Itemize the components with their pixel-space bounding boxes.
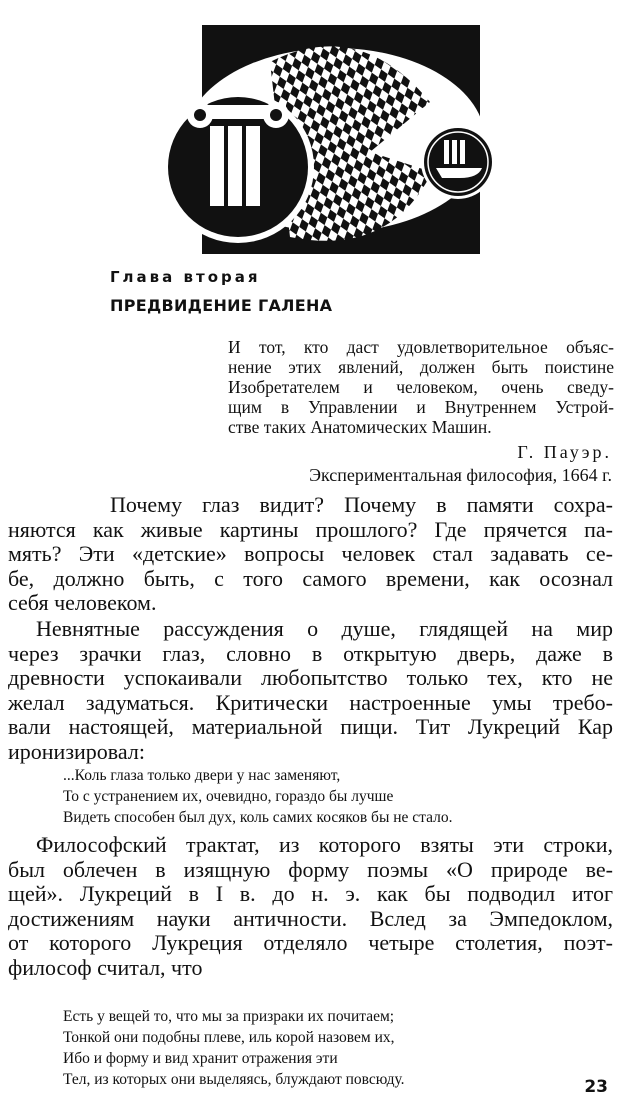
chapter-illustration — [160, 22, 500, 254]
poem-line: Тонкой они подобны плеве, иль корой назовем их, — [63, 1029, 395, 1046]
text-line: древности успокаивали любопытство только тех, кто не — [8, 665, 613, 690]
poem-line: Видеть способен был дух, коль самих косяков бы не стало. — [63, 809, 453, 826]
epigraph-line: щим в Управлении и Внутреннем Устрой- — [228, 397, 614, 417]
column-capital-icon — [162, 91, 314, 243]
poem-quote — [63, 1006, 405, 1090]
poem-line: Есть у вещей то, что мы за призраки их почитаем; — [63, 1008, 395, 1025]
text-line: мять? Эти «детские» вопросы человек стал задавать се- — [8, 541, 613, 566]
epigraph-line: Изобретателем и человеком, очень сведу- — [228, 377, 614, 397]
ship-emblem-icon — [421, 125, 495, 199]
text-line: щей». Лукреций в I в. до н. э. как бы подводил итог — [8, 881, 613, 906]
text-line: вали настоящей, материальной пищи. Тит Лукреций Кар — [8, 714, 613, 739]
poem-line: Тел, из которых они выделяясь, блуждают повсюду. — [63, 1071, 405, 1088]
text-line: от которого Лукреция отделяло четыре столетия, поэт- — [8, 930, 613, 955]
text-line: был облечен в изящную форму поэмы «О природе ве- — [8, 856, 613, 882]
text-line: Философский трактат, из которого взяты эти строки, — [36, 832, 613, 857]
text-line: Почему глаз видит? Почему в памяти сохра- — [110, 492, 613, 517]
text-line: иронизировал: — [8, 738, 145, 764]
epigraph-line: И тот, кто даст удовлетворительное объяс- — [228, 337, 614, 357]
paragraph — [8, 833, 613, 980]
chapter-title: ПРЕДВИДЕНИЕ ГАЛЕНА — [110, 296, 333, 315]
poem-line: То с устранением их, очевидно, гораздо бы лучше — [63, 788, 394, 805]
text-line: бе, должно быть, с того самого времени, как осознал — [8, 565, 613, 591]
page-number: 23 — [584, 1077, 608, 1097]
epigraph-line: стве таких Анатомических Машин. — [228, 417, 492, 437]
poem-quote — [63, 765, 453, 828]
epigraph-source: Экспериментальная философия, 1664 г. — [309, 465, 612, 485]
paragraph — [8, 493, 613, 616]
text-line: философ считал, что — [8, 954, 203, 980]
text-line: себя человеком. — [8, 590, 157, 615]
chapter-label: Глава вторая — [110, 268, 261, 286]
text-line: няются как живые картины прошлого? Где прячется па- — [8, 516, 613, 542]
poem-line: Ибо и форму и вид хранит отражения эти — [63, 1050, 338, 1067]
text-line: через зрачки глаз, словно в открытую дверь, даже в — [8, 640, 613, 666]
text-line: Невнятные рассуждения о душе, глядящей на мир — [36, 616, 613, 641]
epigraph-line: нение этих явлений, должен быть поистине — [228, 357, 614, 377]
poem-line: ...Коль глаза только двери у нас заменяют, — [63, 767, 341, 784]
epigraph-author: Г. Пауэр. — [517, 442, 612, 462]
text-line: желал задуматься. Критически настроенные умы требо- — [8, 689, 613, 715]
paragraph — [8, 617, 613, 764]
text-line: достижениям науки античности. Вслед за Эмпедоклом, — [8, 905, 613, 931]
epigraph — [228, 337, 614, 437]
